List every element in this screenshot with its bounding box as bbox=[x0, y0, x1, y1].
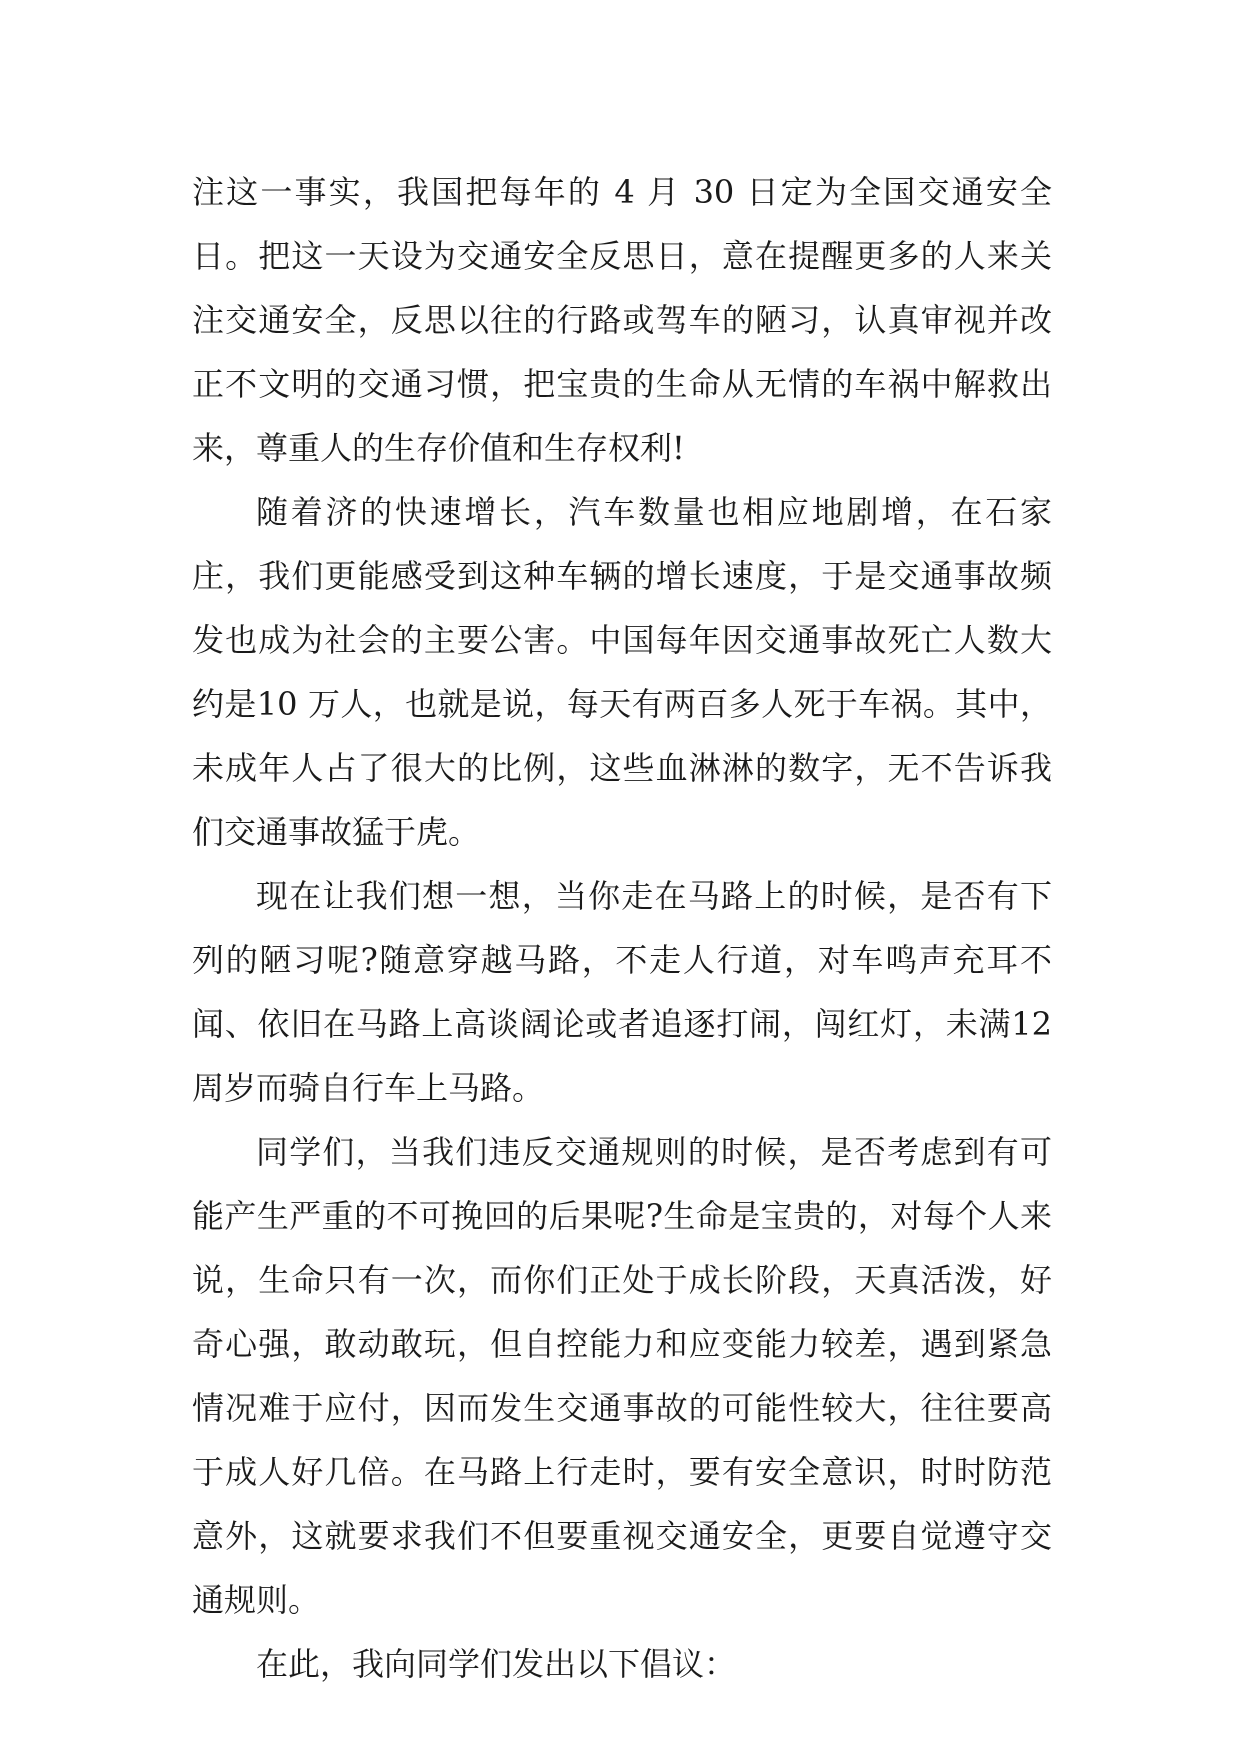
paragraph-students-warning: 同学们，当我们违反交通规则的时候，是否考虑到有可能产生严重的不可挽回的后果呢?生命是宝贵的，对每个人来说，生命只有一次，而你们正处于成长阶段，天真活泼，好奇心强，敢动敢玩，但自控能力和应变能力较差，遇到紧急情况难于应付，因而发生交通事故的可能性较大，往往要高于成人好几倍。在马路上行走时，要有安全意识，时时防范意外，这就要求我们不但要重视交通安全，更要自觉遵守交通规则。 bbox=[192, 1133, 1052, 1619]
paragraph-bad-habits: 现在让我们想一想，当你走在马路上的时候，是否有下列的陋习呢?随意穿越马路，不走人行道，对车鸣声充耳不闻、依旧在马路上高谈阔论或者追逐打闹，闯红灯，未满12周岁而骑自行车上马路。 bbox=[192, 877, 1052, 1107]
paragraph-proposal-intro: 在此，我向同学们发出以下倡议： bbox=[256, 1645, 737, 1683]
paragraph-economy-growth: 随着济的快速增长，汽车数量也相应地剧增，在石家庄，我们更能感受到这种车辆的增长速度，于是交通事故频发也成为社会的主要公害。中国每年因交通事故死亡人数大约是10 万人，也就是说，每天有两百多人死于车祸。其中，未成年人占了很大的比例，这些血淋淋的数字，无不告诉我们交通事故猛于虎。 bbox=[192, 493, 1052, 851]
paragraph-continued: 注这一事实，我国把每年的 4 月 30 日定为全国交通安全日。把这一天设为交通安全反思日，意在提醒更多的人来关注交通安全，反思以往的行路或驾车的陋习，认真审视并改正不文明的交通习惯，把宝贵的生命从无情的车祸中解救出来，尊重人的生存价值和生存权利! bbox=[192, 173, 1052, 467]
document-body bbox=[192, 160, 1052, 1696]
